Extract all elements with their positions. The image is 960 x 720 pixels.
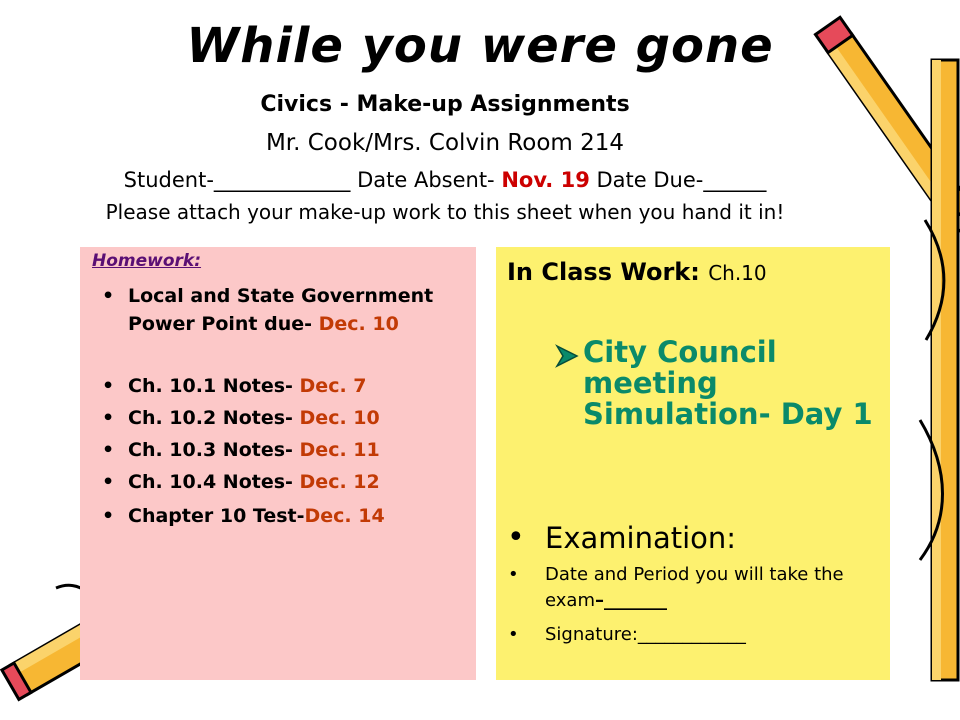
bullet-icon: •: [508, 564, 519, 585]
date-absent-value: Nov. 19: [501, 168, 590, 192]
exam-heading: Examination:: [545, 521, 737, 555]
homework-item-due: Dec. 14: [304, 505, 385, 527]
student-info-line: [0, 165, 890, 195]
page-subtitle: Civics - Make-up Assignments: [260, 92, 630, 117]
bullet-icon: •: [507, 520, 525, 555]
homework-item-text: Local and State Government Power Point due-: [128, 285, 434, 335]
homework-item-due: Dec. 10: [318, 313, 399, 335]
homework-item: [102, 282, 472, 346]
exam-date-label: Date and Period you will take the exam: [545, 564, 844, 611]
homework-item-text: Ch. 10.4 Notes-: [128, 471, 300, 493]
homework-heading: Homework:: [92, 251, 202, 271]
bullet-icon: •: [102, 285, 115, 307]
homework-item-due: Dec. 11: [299, 439, 380, 461]
bullet-icon: •: [508, 624, 519, 645]
classwork-chapter: Ch.10: [708, 261, 767, 285]
bullet-icon: •: [102, 407, 115, 429]
homework-item-due: Dec. 7: [299, 375, 367, 397]
page-title: While you were gone: [186, 18, 774, 74]
homework-item-text: Ch. 10.2 Notes-: [128, 407, 300, 429]
date-due-blank[interactable]: ______: [703, 168, 767, 192]
attach-instruction: Please attach your make-up work to this sheet when you hand it in!: [105, 200, 785, 224]
exam-date-line: [545, 562, 880, 614]
student-label: Student-: [123, 168, 214, 192]
bullet-icon: •: [102, 375, 115, 397]
homework-item-text: Ch. 10.3 Notes-: [128, 439, 300, 461]
date-due-label: Date Due-: [589, 168, 704, 192]
bullet-icon: •: [102, 439, 115, 461]
student-name-blank[interactable]: _____________: [213, 168, 351, 192]
exam-date-blank[interactable]: –_______: [594, 590, 667, 611]
date-absent-label: Date Absent-: [350, 168, 502, 192]
bullet-icon: •: [102, 505, 115, 527]
classwork-heading-label: In Class Work:: [507, 258, 709, 286]
homework-item-due: Dec. 12: [299, 471, 380, 493]
signature-blank[interactable]: ____________: [637, 624, 746, 645]
homework-item-text: Chapter 10 Test-: [128, 505, 305, 527]
signature-line: [545, 622, 746, 648]
teacher-room-line: Mr. Cook/Mrs. Colvin Room 214: [265, 130, 625, 156]
classwork-heading: [507, 256, 767, 289]
signature-label: Signature:: [545, 624, 638, 645]
arrow-bullet-icon: [555, 342, 579, 370]
homework-item-due: Dec. 10: [299, 407, 380, 429]
homework-item-text: Ch. 10.1 Notes-: [128, 375, 300, 397]
classwork-panel: [496, 247, 890, 680]
bullet-icon: •: [102, 471, 115, 493]
classwork-activity: City Council meeting Simulation- Day 1: [583, 335, 873, 431]
